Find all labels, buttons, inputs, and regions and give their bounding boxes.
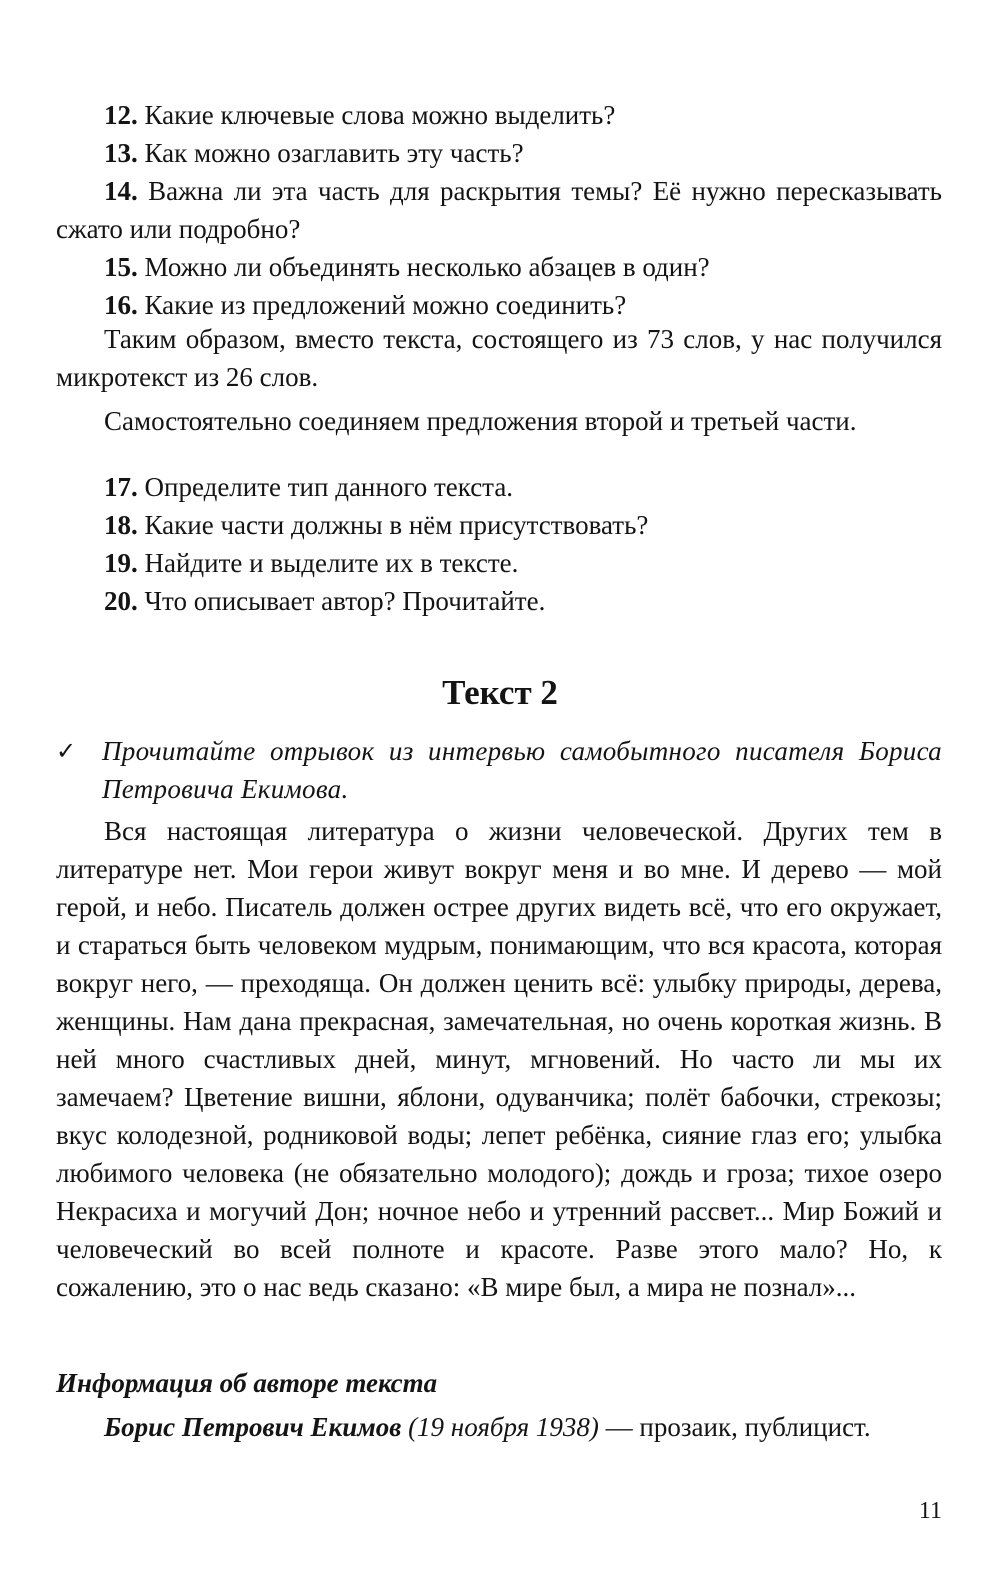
question-text: Найдите и выделите их в тексте. xyxy=(137,548,519,578)
question-13 xyxy=(56,134,942,172)
question-number: 17. xyxy=(104,472,138,502)
question-16 xyxy=(56,286,942,324)
check-mark-icon: ✓ xyxy=(56,737,77,765)
question-18 xyxy=(56,506,942,544)
task-instruction xyxy=(56,732,942,808)
author-info xyxy=(56,1408,942,1446)
question-20 xyxy=(56,582,942,620)
question-number: 20. xyxy=(104,586,138,616)
question-number: 19. xyxy=(104,548,138,578)
question-number: 14. xyxy=(104,176,138,206)
question-text: Можно ли объединять несколько абзацев в один? xyxy=(137,252,710,282)
author-info-heading: Информация об авторе текста xyxy=(56,1368,438,1398)
interview-excerpt xyxy=(56,812,942,1306)
question-number: 15. xyxy=(104,252,138,282)
page-number: 11 xyxy=(918,1498,942,1524)
author-dates: (19 ноября 1938) xyxy=(401,1412,599,1442)
author-info-paragraph xyxy=(56,1408,942,1446)
questions-list-mid xyxy=(56,468,942,620)
question-number: 12. xyxy=(104,100,138,130)
summary-paragraph: Самостоятельно соединяем предложения второй и третьей части. xyxy=(104,406,857,436)
question-14 xyxy=(56,172,942,248)
summary-section xyxy=(56,320,942,440)
summary-paragraph: Таким образом, вместо текста, состоящего из 73 слов, у нас получился микротекст из 26 слов. xyxy=(56,324,942,392)
task-text: Прочитайте отрывок из интервью самобытного писателя Бориса Петровича Екимова. xyxy=(102,736,942,804)
question-text: Как можно озаглавить эту часть? xyxy=(137,138,524,168)
question-text: Что описывает автор? Прочитайте. xyxy=(137,586,546,616)
question-number: 13. xyxy=(104,138,138,168)
question-text: Важна ли эта часть для раскрытия темы? Её нужно пересказывать сжато или подробно? xyxy=(56,176,942,244)
question-text: Какие части должны в нём присутствовать? xyxy=(137,510,649,540)
question-17 xyxy=(56,468,942,506)
excerpt-paragraph: Вся настоящая литература о жизни человеческой. Других тем в литературе нет. Мои герои живут вокруг меня и во мне. И дерево — мой герой, и небо. Писатель должен острее других видеть всё, что его окружает, и стараться быть человеком мудрым, понимающим, что вся красота, которая вокруг него, — преходяща. Он должен ценить всё: улыбку природы, дерева, женщины. Нам дана прекрасная, замечательная, но очень короткая жизнь. В ней много счастливых дней, минут, мгновений. Но часто ли мы их замечаем? Цветение вишни, яблони, одуванчика; полёт бабочки, стрекозы; вкус колодезной, родниковой воды; лепет ребёнка, сияние глаз его; улыбка любимого человека (не обязательно молодого); дождь и гроза; тихое озеро Некрасиха и могучий Дон; ночное небо и утренний рассвет... Мир Божий и человеческий во всей полноте и красоте. Разве этого мало? Но, к сожалению, это о нас ведь сказано: «В мире был, а мира не познал»... xyxy=(56,816,942,1302)
question-text: Какие ключевые слова можно выделить? xyxy=(137,100,616,130)
question-number: 16. xyxy=(104,290,138,320)
question-12 xyxy=(56,96,942,134)
question-15 xyxy=(56,248,942,286)
question-number: 18. xyxy=(104,510,138,540)
author-description: — прозаик, публицист. xyxy=(598,1412,871,1442)
question-19 xyxy=(56,544,942,582)
questions-list-top xyxy=(56,96,942,324)
author-name: Борис Петрович Екимов xyxy=(104,1412,402,1442)
question-text: Какие из предложений можно соединить? xyxy=(137,290,627,320)
section-heading: Текст 2 xyxy=(442,673,558,712)
question-text: Определите тип данного текста. xyxy=(137,472,514,502)
